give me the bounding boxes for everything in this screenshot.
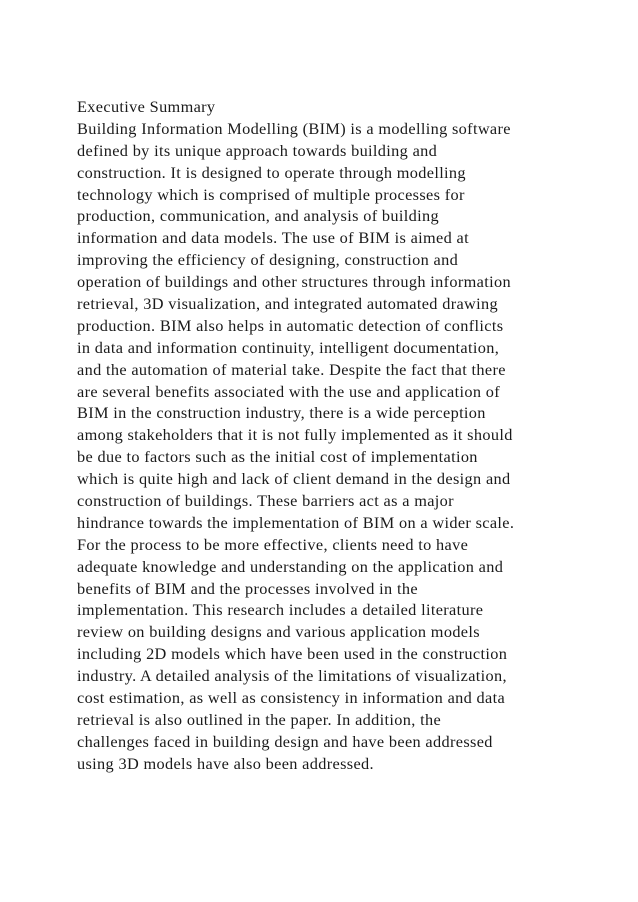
paragraph-line: benefits of BIM and the processes involved in the [77, 578, 418, 598]
paragraph-line: and the automation of material take. Despite the fact that there [77, 359, 506, 379]
paragraph-line: retrieval is also outlined in the paper. In addition, the [77, 709, 442, 729]
paragraph-line: retrieval, 3D visualization, and integrated automated drawing [77, 294, 499, 314]
paragraph-line: review on building designs and various application models [77, 622, 480, 642]
paragraph-line: production, communication, and analysis of building [77, 206, 439, 226]
paragraph-line: Building Information Modelling (BIM) is a modelling software [77, 118, 511, 138]
paragraph-line: defined by its unique approach towards building and [77, 140, 438, 160]
paragraph-line: implementation. This research includes a detailed literature [77, 600, 484, 620]
paragraph-line: production. BIM also helps in automatic detection of conflicts [77, 315, 504, 335]
paragraph-line: among stakeholders that it is not fully implemented as it should [77, 425, 513, 445]
paragraph-line: information and data models. The use of BIM is aimed at [77, 228, 469, 248]
paragraph-line: cost estimation, as well as consistency in information and data [77, 688, 506, 708]
paragraph-line: including 2D models which have been used in the construction [77, 644, 508, 664]
paragraph-line: be due to factors such as the initial cost of implementation [77, 447, 478, 467]
paragraph-line: For the process to be more effective, clients need to have [77, 534, 469, 554]
paragraph-line: operation of buildings and other structures through information [77, 272, 511, 292]
paragraph-line: industry. A detailed analysis of the limitations of visualization, [77, 666, 507, 686]
paragraph-line: which is quite high and lack of client demand in the design and [77, 469, 511, 489]
paragraph-line: are several benefits associated with the use and application of [77, 381, 501, 401]
paragraph-line: in data and information continuity, intelligent documentation, [77, 337, 500, 357]
paragraph-line: construction of buildings. These barriers act as a major [77, 491, 454, 511]
paragraph-line: technology which is comprised of multiple processes for [77, 184, 465, 204]
paragraph-line: construction. It is designed to operate through modelling [77, 162, 466, 182]
paragraph-line: challenges faced in building design and have been addressed [77, 731, 493, 751]
paragraph-line: improving the efficiency of designing, construction and [77, 250, 459, 270]
paragraph-line: adequate knowledge and understanding on the application and [77, 556, 504, 576]
paragraph-line: BIM in the construction industry, there is a wide perception [77, 403, 486, 423]
paragraph-line: hindrance towards the implementation of BIM on a wider scale. [77, 512, 515, 532]
paragraph-line: using 3D models have also been addressed. [77, 753, 374, 773]
document-heading: Executive Summary [77, 97, 216, 116]
document-text [77, 96, 597, 775]
